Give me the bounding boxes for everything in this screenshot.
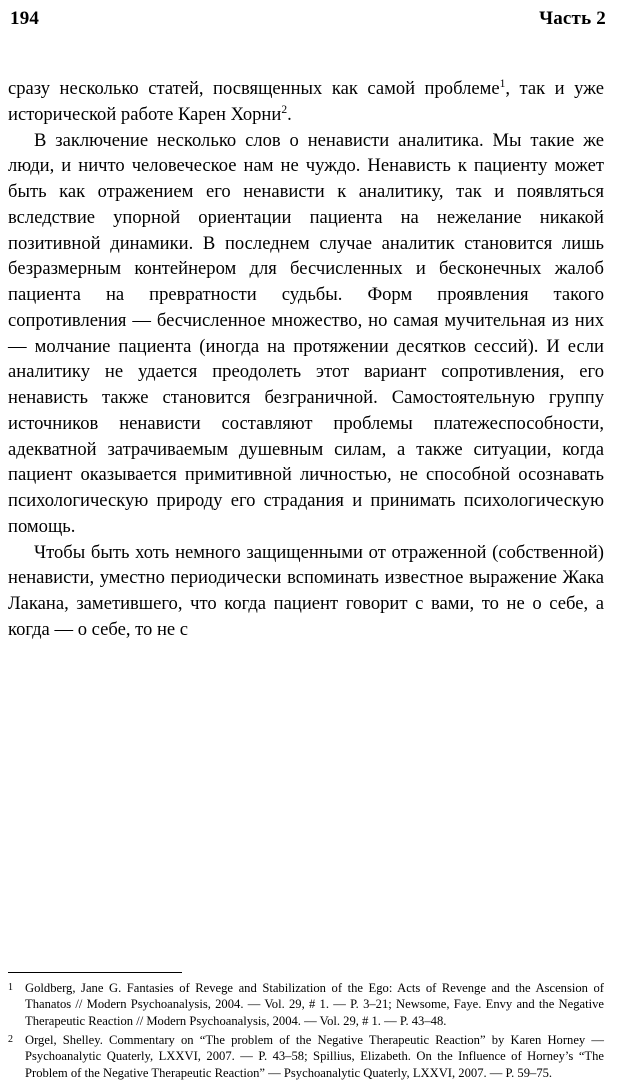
footnote-text: Goldberg, Jane G. Fantasies of Revege and Stabilization of the Ego: Acts of Revenge and the Ascension of Thanatos // Modern Psychoanalysis, 2004. — Vol. 29, # 1. — P. 3–21; Newsome, Faye. Envy and the Negative Therapeutic Reaction // Modern Psychoanalysis, 2004. — Vol. 29, # 1. — P. 43–48. xyxy=(25,980,604,1028)
paragraph-1-text-3: . xyxy=(287,103,292,125)
paragraph-1 xyxy=(8,76,604,128)
body-text xyxy=(8,76,604,643)
section-title: Часть 2 xyxy=(539,8,606,29)
footnote-marker: 1 xyxy=(8,981,13,993)
footnotes-section xyxy=(8,972,604,1084)
page-number: 194 xyxy=(10,8,40,29)
footnote-item xyxy=(8,980,604,1029)
paragraph-3: Чтобы быть хоть немного защищенными от отраженной (собственной) ненависти, уместно периодически вспоминать известное выражение Жака Лакана, заметившего, что когда пациент говорит с вами, то не о себе, а когда — о себе, то не с xyxy=(8,541,604,640)
paragraph-2: В заключение несколько слов о ненависти аналитика. Мы такие же люди, и ничто человеческое нам не чуждо. Ненависть к пациенту может быть как отражением его ненависти к аналитику, так и появляться вследствие упорной ориентации пациента на нежелание никакой позитивной динамики. В последнем случае аналитик становится лишь безразмерным контейнером для бесчисленных и бесконечных жалоб пациента на превратности судьбы. Форм проявления такого сопротивления — бесчисленное множество, но самая мучительная из них — молчание пациента (иногда на протяжении десятков сессий). И если аналитику не удается преодолеть этот вариант сопротивления, его ненависть также становится безграничной. Самостоятельную группу источников ненависти составляют проблемы платежеспособности, адекватной затрачиваемым душевным силам, а также ситуации, когда пациент оказывается примитивной личностью, не способной осознавать психологическую природу его страдания и принимать психологическую помощь. xyxy=(8,129,604,537)
page-header xyxy=(0,0,620,30)
paragraph-1-text: сразу несколько статей, посвященных как самой проблеме xyxy=(8,78,500,99)
footnote-text: Orgel, Shelley. Commentary on “The problem of the Negative Therapeutic Reaction” by Karen Horney — Psychoanalytic Quaterly, LXXVI, 2007. — P. 43–58; Spillius, Elizabeth. On the Influence of Horney’s “The Problem of the Negative Therapeutic Reaction” — Psychoanalytic Quaterly, LXXVI, 2007. — P. 59–75. xyxy=(25,1032,604,1080)
footnote-ref-1[interactable]: 1 xyxy=(499,77,506,90)
footnote-ref-2[interactable]: 2 xyxy=(281,103,288,116)
footnote-separator xyxy=(8,972,182,973)
footnote-marker: 2 xyxy=(8,1033,13,1045)
paragraph-1-text-2: , так и уже исторической работе Карен Хорни xyxy=(8,78,604,125)
footnote-item xyxy=(8,1032,604,1081)
